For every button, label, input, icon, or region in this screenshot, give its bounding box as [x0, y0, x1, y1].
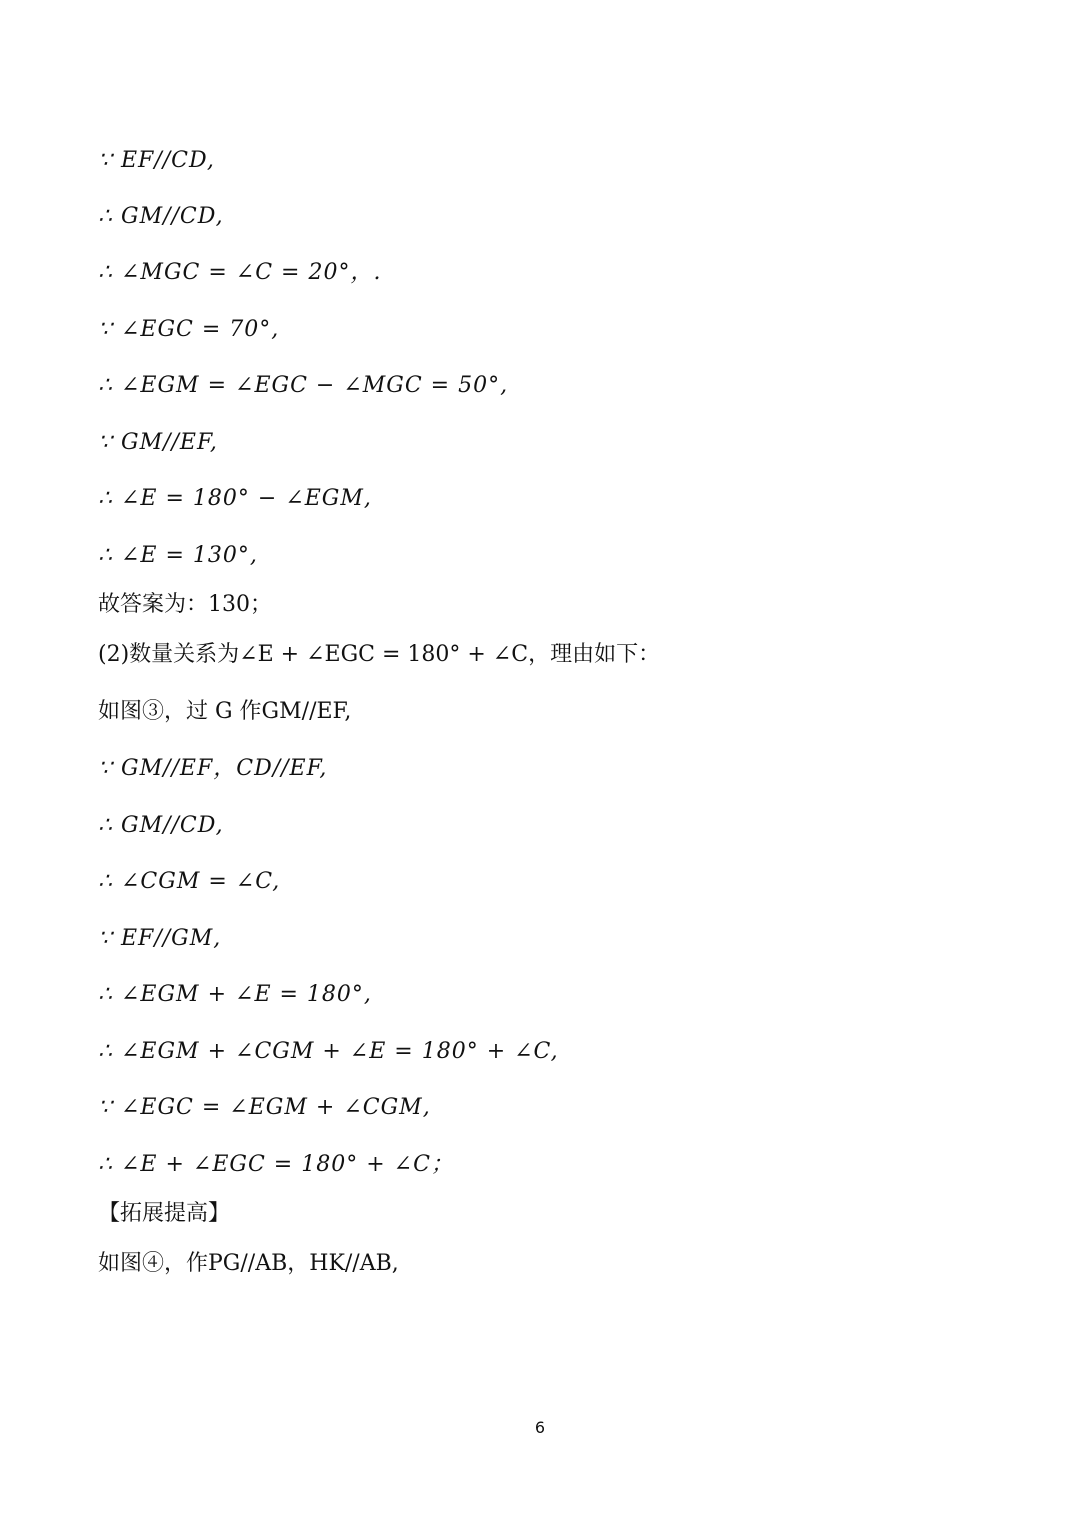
proof-line-5: ∴ ∠EGM = ∠EGC − ∠MGC = 50°, — [98, 373, 509, 398]
page-number: 6 — [534, 1418, 546, 1437]
figure-3-construction: 如图③，过 G 作GM//EF, — [98, 699, 352, 724]
answer-line: 故答案为：130； — [98, 592, 272, 617]
proof-line-3: ∴ ∠MGC = ∠C = 20°，. — [98, 260, 382, 285]
proof-line-15: ∵ ∠EGC = ∠EGM + ∠CGM, — [98, 1095, 431, 1120]
proof-line-12: ∵ EF//GM, — [98, 926, 222, 951]
proof-line-13: ∴ ∠EGM + ∠E = 180°, — [98, 982, 372, 1007]
proof-line-7: ∴ ∠E = 180° − ∠EGM, — [98, 486, 372, 511]
section-heading: 【拓展提高】 — [98, 1201, 231, 1226]
figure-4-construction: 如图④，作PG//AB，HK//AB, — [98, 1251, 399, 1276]
proof-line-11: ∴ ∠CGM = ∠C, — [98, 869, 281, 894]
proof-line-1: ∵ EF//CD, — [98, 148, 215, 173]
proof-line-10: ∴ GM//CD, — [98, 813, 224, 838]
proof-line-6: ∵ GM//EF, — [98, 430, 218, 455]
proof-line-2: ∴ GM//CD, — [98, 204, 224, 229]
proof-line-8: ∴ ∠E = 130°, — [98, 543, 258, 568]
part-2-statement: (2)数量关系为∠E + ∠EGC = 180° + ∠C，理由如下： — [98, 642, 661, 667]
proof-line-16: ∴ ∠E + ∠EGC = 180° + ∠C； — [98, 1152, 454, 1177]
proof-line-9: ∵ GM//EF，CD//EF, — [98, 756, 328, 781]
proof-line-4: ∵ ∠EGC = 70°, — [98, 317, 280, 342]
proof-line-14: ∴ ∠EGM + ∠CGM + ∠E = 180° + ∠C, — [98, 1039, 559, 1064]
